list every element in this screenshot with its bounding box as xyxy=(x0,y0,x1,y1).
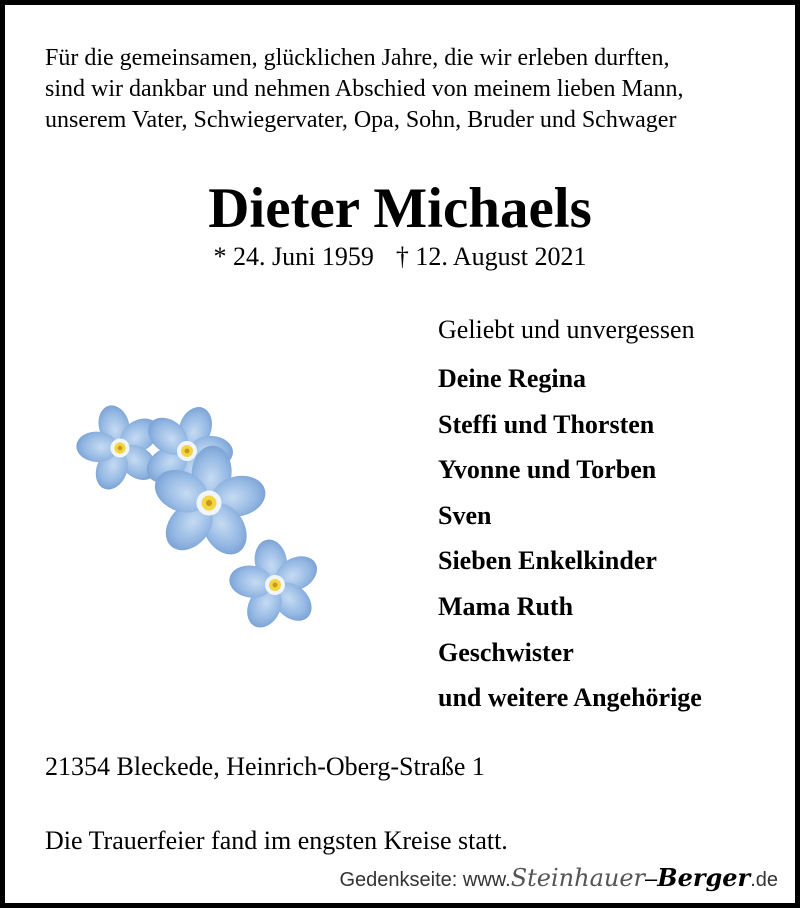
intro-line: unserem Vater, Schwiegervater, Opa, Sohn, Bruder und Schwager xyxy=(45,107,677,133)
mourner-line: Deine Regina xyxy=(438,364,587,393)
deceased-name: Dieter Michaels xyxy=(208,177,592,240)
brand-steinhauer: Steinhauer xyxy=(510,864,646,892)
ceremony-note: Die Trauerfeier fand im engsten Kreise statt. xyxy=(45,826,508,855)
mourner-line: Geschwister xyxy=(438,637,574,667)
forget-me-not-flowers-icon xyxy=(60,390,340,640)
brand-berger: Berger xyxy=(657,863,751,892)
footer-label: Gedenkseite: www. xyxy=(339,869,511,891)
mourner-line: Steffi und Thorsten xyxy=(438,409,655,439)
mourner-line: Yvonne und Torben xyxy=(438,455,657,485)
mourner-line: Sieben Enkelkinder xyxy=(438,546,657,576)
intro-text xyxy=(45,43,765,136)
memorial-page-link[interactable]: Gedenkseite: www.Steinhauer–Berger.de xyxy=(339,863,778,892)
mourners-lead: Geliebt und unvergessen xyxy=(438,315,695,344)
birth-date: * 24. Juni 1959 xyxy=(213,242,374,271)
mourner-line: und weitere Angehörige xyxy=(438,683,702,713)
address: 21354 Bleckede, Heinrich-Oberg-Straße 1 xyxy=(45,752,485,781)
intro-line: sind wir dankbar und nehmen Abschied von meinem lieben Mann, xyxy=(45,76,684,102)
mourner-line: Sven xyxy=(438,500,492,530)
intro-line: Für die gemeinsamen, glücklichen Jahre, die wir erleben durften, xyxy=(45,45,670,71)
mourners-list xyxy=(438,311,702,721)
footer-tld: .de xyxy=(750,869,778,891)
death-date: † 12. August 2021 xyxy=(395,242,587,271)
life-dates xyxy=(0,240,800,274)
mourner-line: Mama Ruth xyxy=(438,591,574,621)
